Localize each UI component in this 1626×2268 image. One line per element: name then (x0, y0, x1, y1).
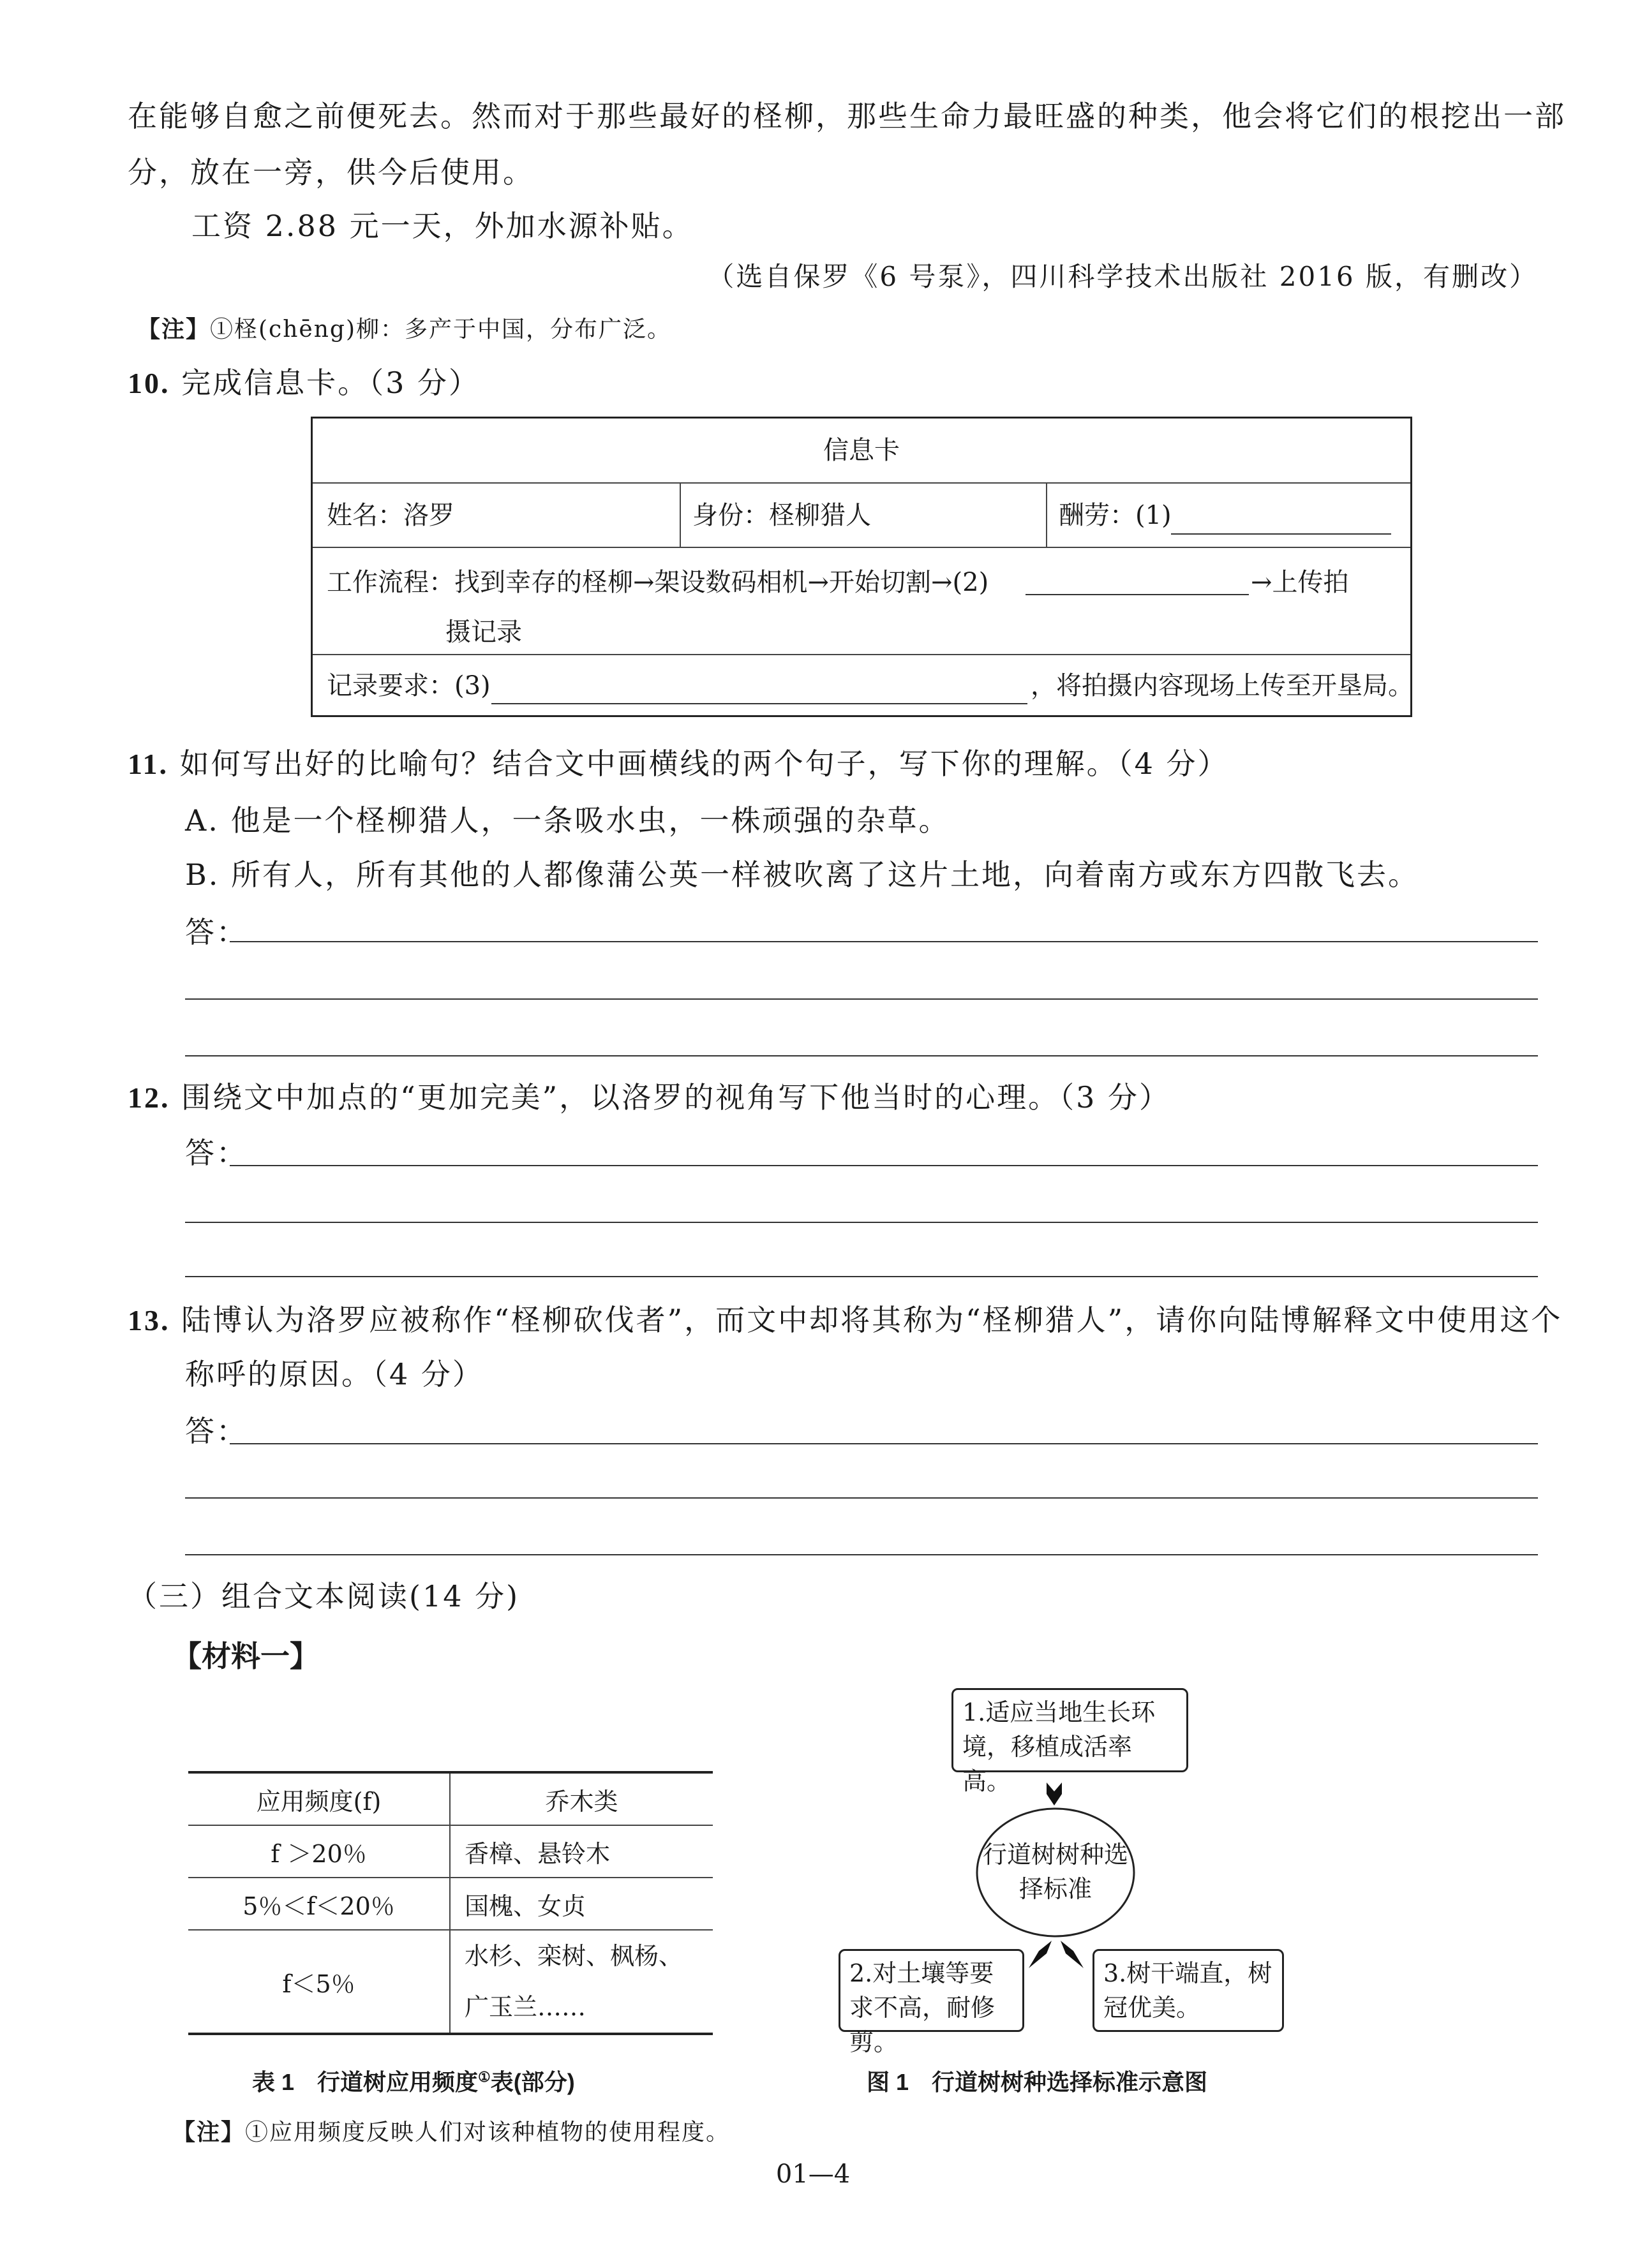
arrow-down-icon (1047, 1783, 1062, 1805)
workflow-text: 工作流程：找到幸存的柽柳→架设数码相机→开始切割→(2) (327, 568, 989, 597)
note-text: ①应用频度反映人们对该种植物的使用程度。 (245, 2119, 731, 2146)
section-note (172, 2114, 730, 2147)
question-number: 11. (128, 748, 168, 780)
table-cell: f＜5％ (188, 1930, 450, 2034)
table-cell: f ＞20％ (188, 1825, 450, 1878)
criterion-box-2: 2.对土壤等要求不高，耐修剪。 (839, 1949, 1024, 2032)
table-cell: 国槐、女贞 (450, 1878, 713, 1930)
section-title: （三）组合文本阅读(14 分) (128, 1579, 520, 1613)
table-cell: 香樟、悬铃木 (450, 1825, 713, 1878)
arrow-up-icon (1061, 1941, 1084, 1968)
option-a: A. 他是一个柽柳猎人，一条吸水虫，一株顽强的杂草。 (185, 803, 950, 838)
caption-end: 表(部分) (490, 2069, 575, 2095)
criterion-box-1: 1.适应当地生长环境，移植成活率高。 (951, 1688, 1188, 1772)
answer-label: 答： (185, 1136, 248, 1170)
passage-source: （选自保罗《6 号泵》，四川科学技术出版社 2016 版，有删改） (707, 261, 1538, 292)
caption-text: 表 1 行道树应用频度 (252, 2069, 479, 2095)
question-text: 陆博认为洛罗应被称作“柽柳砍伐者”，而文中却将其称为“柽柳猎人”，请你向陆博解释文中使用这个 (181, 1303, 1563, 1337)
question-number: 12. (128, 1081, 170, 1114)
question-number: 13. (128, 1304, 170, 1337)
question-text: 如何写出好的比喻句？结合文中画横线的两个句子，写下你的理解。（4 分） (179, 746, 1229, 781)
passage-line: 工资 2.88 元一天，外加水源补贴。 (191, 209, 694, 243)
table-cell: 5％＜f＜20％ (188, 1878, 450, 1930)
pay-label: 酬劳：(1) (1059, 501, 1172, 530)
name-field: 姓名：洛罗 (327, 501, 454, 530)
caption-sup: ① (478, 2069, 491, 2085)
arrow-up-icon (1029, 1941, 1052, 1968)
note-label: 【注】 (172, 2119, 246, 2146)
question-text-cont: 称呼的原因。（4 分） (185, 1357, 484, 1391)
question-text: 完成信息卡。（3 分） (181, 366, 481, 400)
table-cell: 水杉、栾树、枫杨、广玉兰…… (450, 1930, 713, 2034)
criterion-box-3: 3.树干端直，树冠优美。 (1093, 1949, 1284, 2032)
option-b: B. 所有人，所有其他的人都像蒲公英一样被吹离了这片土地，向着南方或东方四散飞去。 (185, 857, 1420, 892)
question-text: 围绕文中加点的“更加完美”，以洛罗的视角写下他当时的心理。（3 分） (181, 1080, 1171, 1115)
answer-label: 答： (185, 1414, 248, 1448)
passage-line: 分，放在一旁，供今后使用。 (128, 155, 534, 189)
workflow-end: →上传拍 (1251, 568, 1349, 597)
diagram-caption: 图 1 行道树树种选择标准示意图 (867, 2069, 1208, 2095)
identity-field: 身份：柽柳猎人 (692, 501, 871, 530)
passage-line: 在能够自愈之前便死去。然而对于那些最好的柽柳，那些生命力最旺盛的种类，他会将它们的根挖出一部 (128, 99, 1566, 133)
table-header: 乔木类 (450, 1772, 713, 1825)
record-end: ，将拍摄内容现场上传至开垦局。 (1031, 671, 1413, 700)
record-label: 记录要求：(3) (327, 671, 491, 700)
question-number: 10. (128, 367, 170, 399)
workflow-line2: 摄记录 (445, 618, 522, 647)
info-card-title: 信息卡 (313, 419, 1410, 484)
diagram-center-label: 行道树树种选择标准 (982, 1841, 1128, 1903)
material-label: 【材料一】 (172, 1639, 319, 1673)
note-text: ①柽(chēng)柳：多产于中国，分布广泛。 (210, 316, 671, 343)
page-number: 01—4 (775, 2160, 851, 2189)
table-header: 应用频度(f) (188, 1772, 450, 1825)
note-label: 【注】 (137, 316, 211, 343)
answer-label: 答： (185, 915, 248, 949)
